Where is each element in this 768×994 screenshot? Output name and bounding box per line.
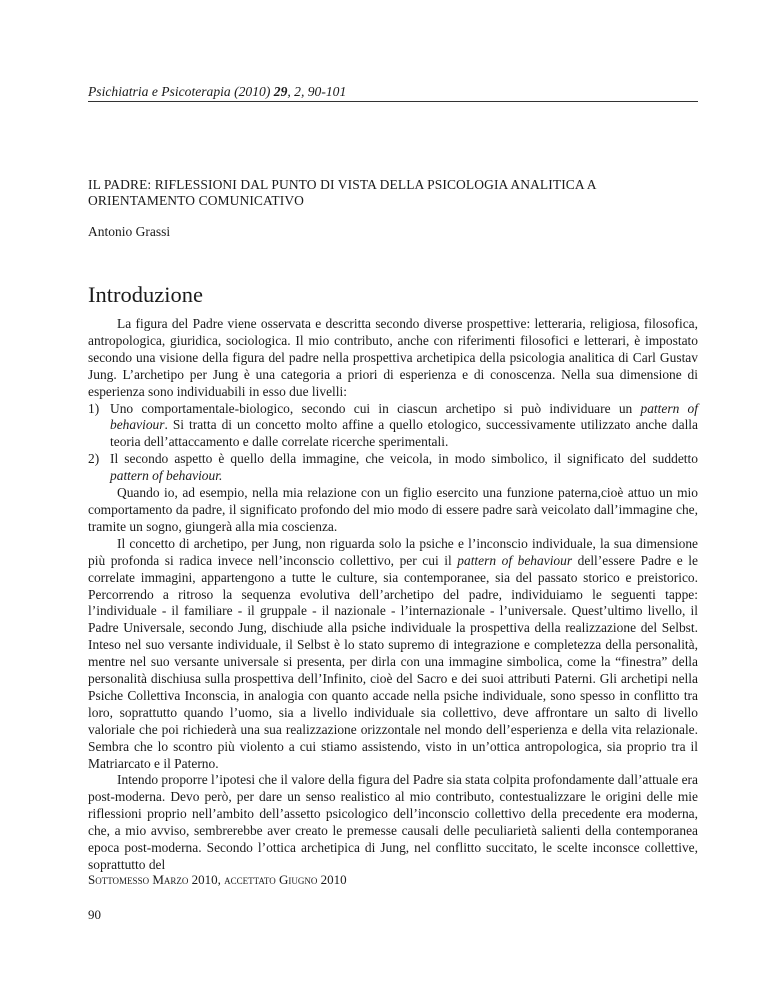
- journal-volume: 29: [273, 84, 288, 99]
- list-item-number: 1): [88, 400, 100, 416]
- paragraph-4: Intendo proporre l’ipotesi che il valore della figura del Padre sia stata colpita profondamente dall’attuale era post-moderna. Devo però, per dare un senso realistico al mio contributo, contestualizzare le origini delle mie riflessioni proprio nell’ambito dell’assetto psicologico dell’inconscio collettivo della precedente era moderna, che, a mio avviso, sembrerebbe aver creato le premesse causali delle peculiarietà salienti della contemporanea epoca post-moderna. Secondo l’ottica archetipica di Jung, nel conflitto succitato, le scelte inconsce collettive, soprattutto del: [88, 772, 698, 872]
- emphasis-text: pattern of behaviour.: [110, 468, 223, 484]
- accepted-label: accettato: [224, 872, 276, 887]
- article-body: [88, 316, 698, 874]
- article-title: IL PADRE: RIFLESSIONI DAL PUNTO DI VISTA DELLA PSICOLOGIA ANALITICA A ORIENTAMENTO COMUNICATIVO: [88, 177, 596, 208]
- paragraph-1: La figura del Padre viene osservata e descritta secondo diverse prospettive: letteraria, religiosa, filosofica, antropologica, giuridica, sociologica. Il mio contributo, anche con riferimenti filosofici e letterari, è impostato secondo una visione della figura del padre nella prospettiva archetipica della psicologia analitica di Carl Gustav Jung. L’archetipo per Jung è una categoria a priori di esperienza e di conoscenza. Nella sua dimensione di esperienza sono individuabili in esso due livelli:: [88, 316, 698, 399]
- emphasis-text: pattern of behaviour: [110, 400, 698, 433]
- article-author: Antonio Grassi: [88, 224, 171, 239]
- header-rule: [88, 101, 698, 102]
- accepted-date: Giugno 2010: [275, 872, 347, 887]
- page-number: 90: [88, 907, 101, 922]
- submission-dates: [88, 872, 347, 888]
- emphasis-text: pattern of behaviour: [457, 552, 573, 568]
- list-item-number: 2): [88, 451, 100, 467]
- list-item: 2) Il secondo aspetto è quello della immagine, che veicola, in modo simbolico, il significato del suddetto pattern of behaviour.: [88, 451, 698, 484]
- section-heading: Introduzione: [88, 282, 203, 307]
- submitted-label: Sottomesso: [88, 872, 150, 887]
- level-list: [88, 401, 698, 486]
- paragraph-3: Il concetto di archetipo, per Jung, non riguarda solo la psiche e l’inconscio individuale, la sua dimensione più profonda si radica invece nell’inconscio collettivo, per cui il pattern of behaviour dell’essere Padre e le correlate immagini, appartengono a tutte le culture, sia contemporanee, sia del passato storico e preistorico. Percorrendo a ritroso la sequenza evolutiva dell’archetipo del padre, individuiamo le seguenti tappe: l’individuale - il familiare - il gruppale - il nazionale - l’internazionale - l’universale. Quest’ultimo livello, il Padre Universale, secondo Jung, dischiude alla psiche individuale la prospettiva della realizzazione del Selbst. Inteso nel suo versante individuale, il Selbst è lo stato supremo di integrazione e completezza della personalità, mentre nel suo versante universale si presenta, per dirla con una immagine simbolica, come la “finestra” della personalità dischiusa sulla prospettiva dell’Infinito, cioè del Sacro e dei suoi attributi Paterni. Gli archetipi nella Psiche Collettiva Inconscia, in analogia con quanto accade nella psiche individuale, sono spesso in conflitto tra loro, soprattutto quando l’uomo, sia a livello individuale sia collettivo, deve affrontare un salto di livello valoriale che poi richiederà una sua realizzazione orizzontale nel mondo dell’esperienza e della vita relazionale. Sembra che lo scontro più violento a cui stiamo assistendo, visto in un’ottica antropologica, sia proprio tra il Matriarcato e il Paterno.: [88, 535, 698, 771]
- journal-issue-pages: , 2, 90-101: [287, 84, 347, 99]
- list-item: 1) Uno comportamentale-biologico, secondo cui in ciascun archetipo si può individuare un pattern of behaviour. Si tratta di un concetto molto affine a quello etologico, successivamente utilizzato anche dalla teoria dell’attaccamento e dalle correlate ricerche sperimentali.: [88, 400, 698, 450]
- journal-name: Psichiatria e Psicoterapia (2010): [88, 84, 274, 99]
- paragraph-2: Quando io, ad esempio, nella mia relazione con un figlio esercito una funzione paterna,cioè attuo un mio comportamento da padre, il significato profondo del mio modo di essere padre sarà veicolato dall’immagine che, tramite un sogno, giungerà alla mia coscienza.: [88, 485, 698, 534]
- journal-header: [88, 84, 698, 100]
- submitted-date: Marzo 2010,: [149, 872, 225, 887]
